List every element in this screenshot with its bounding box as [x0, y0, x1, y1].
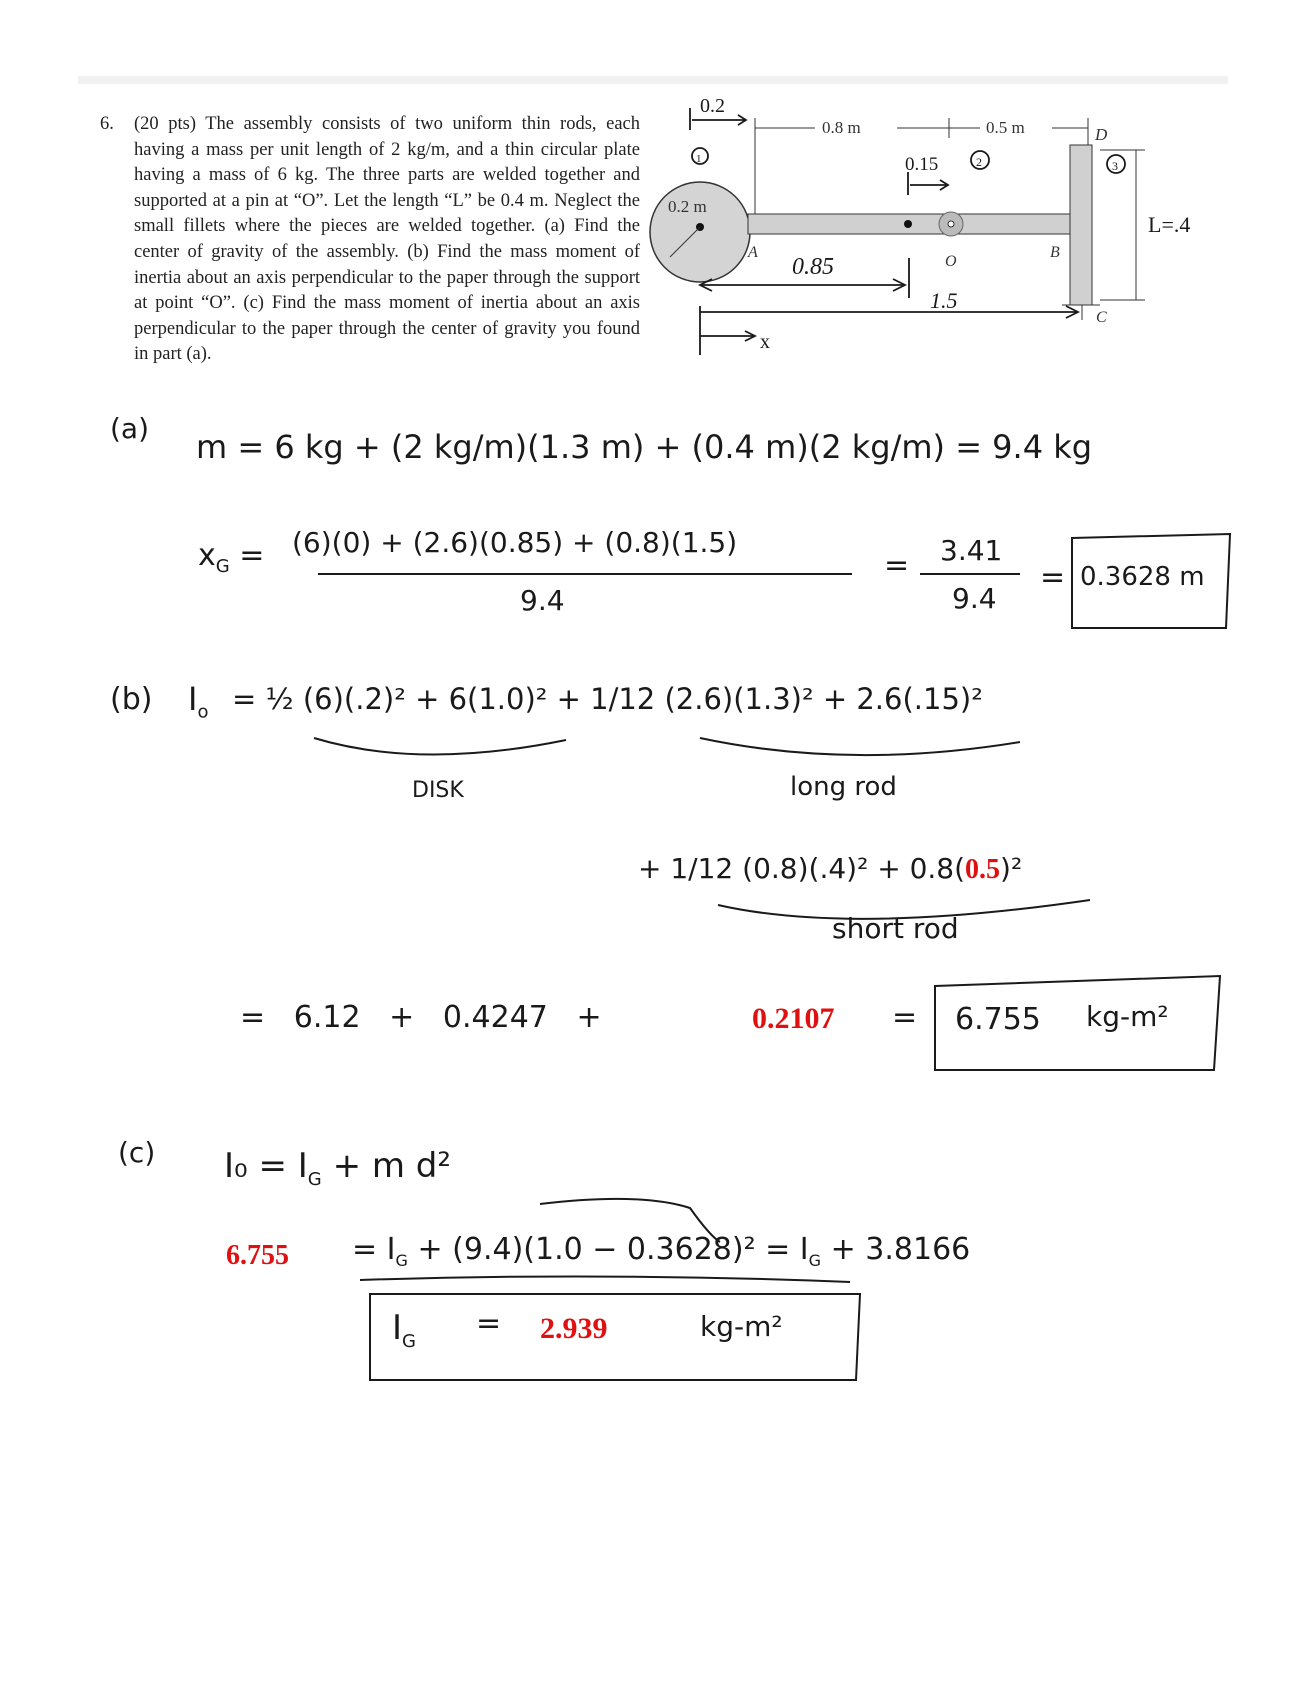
short-rod — [1070, 145, 1092, 305]
short-rod-label: short rod — [832, 912, 959, 945]
label-O: O — [945, 253, 957, 270]
io-sum-equals: = — [892, 1000, 918, 1035]
hw-circle-2: 2 — [976, 155, 982, 169]
io-lhs: $I_o$ — [188, 680, 209, 723]
disk-radius-label: 0.2 m — [668, 197, 707, 216]
xg-result: 0.3628 m — [1080, 562, 1205, 592]
io-line-2: + 1/12 (0.8)(.4)² + 0.8(0.5)² — [638, 852, 1023, 885]
xg-lhs: $x_G$ = — [198, 538, 265, 577]
c-line2-red: 6.755 — [226, 1240, 289, 1271]
io-result-units: kg-m² — [1086, 1000, 1169, 1033]
long-rod-label: long rod — [790, 772, 897, 802]
io-result: 6.755 — [955, 1002, 1041, 1037]
c-line2: = $I_G + (9.4)(1.0 - 0.3628)^2 = I_G + 3.8166$ — [352, 1232, 971, 1270]
parallel-axis-eq: $I_0 = I_G + m$ d² — [224, 1146, 451, 1190]
hw-1-5: 1.5 — [930, 288, 958, 313]
dim-top-right: 0.5 m — [986, 118, 1025, 137]
io-sum-red: 0.2107 — [752, 1002, 835, 1035]
hw-0-2: 0.2 — [700, 95, 725, 117]
part-c-label: (c) — [118, 1136, 156, 1169]
part-a-label: (a) — [110, 412, 150, 445]
hw-L: L=.4 — [1148, 212, 1191, 237]
ig-lhs: $I_G$ — [392, 1308, 416, 1352]
ig-units: kg-m² — [700, 1310, 783, 1343]
hw-0-85: 0.85 — [792, 254, 834, 280]
problem-number: 6. — [100, 114, 114, 134]
xg-equals-2: = — [1040, 560, 1066, 595]
brace-long-rod — [700, 738, 1020, 755]
io-line-2-red: 0.5 — [965, 854, 1001, 885]
hw-x: x — [760, 331, 770, 353]
frac2-numerator: 3.41 — [940, 534, 1003, 567]
label-C: C — [1096, 309, 1107, 326]
hw-circle-3: 3 — [1112, 159, 1118, 173]
problem-text: (20 pts) The assembly consists of two uniform thin rods, each having a mass per unit length of 2 kg/m, and a thin circular plate having a mass of 6 kg. The three parts are welded together and supported at a pin at “O”. Let the length “L” be 0.4 m. Neglect the small fillets where the pieces are welded together. (a) Find the center of gravity of the assembly. (b) Find the mass moment of inertia about an axis perpendicular to the paper through the support at point “O”. (c) Find the mass moment of inertia about an axis perpendicular to the paper through the center of gravity you found in part (a). — [134, 114, 640, 365]
part-b-label: (b) — [110, 682, 153, 717]
mass-equation: m = 6 kg + (2 kg/m)(1.3 m) + (0.4 m)(2 kg/m) = 9.4 kg — [196, 428, 1093, 466]
label-D: D — [1095, 125, 1108, 144]
frac2-denominator: 9.4 — [952, 582, 997, 615]
ig-equals: = — [476, 1306, 502, 1341]
hw-0-15: 0.15 — [905, 154, 939, 175]
disk-label: DISK — [412, 778, 464, 803]
ig-result: 2.939 — [540, 1312, 608, 1345]
label-B: B — [1050, 244, 1060, 261]
io-line-1: = ½ (6)(.2)² + 6(1.0)² + 1/12 (2.6)(1.3)² + 2.6(.15)² — [232, 682, 983, 716]
result-box-c — [370, 1294, 860, 1380]
xg-equals-1: = — [884, 548, 910, 583]
hw-circle-1: 1 — [696, 153, 702, 165]
dim-top-left: 0.8 m — [822, 118, 861, 137]
xg-numerator: (6)(0) + (2.6)(0.85) + (0.8)(1.5) — [292, 526, 738, 559]
brace-disk — [314, 738, 566, 755]
xg-denominator: 9.4 — [520, 584, 565, 617]
io-sum: = 6.12 + 0.4247 + — [240, 1000, 602, 1035]
label-A: A — [748, 244, 758, 261]
